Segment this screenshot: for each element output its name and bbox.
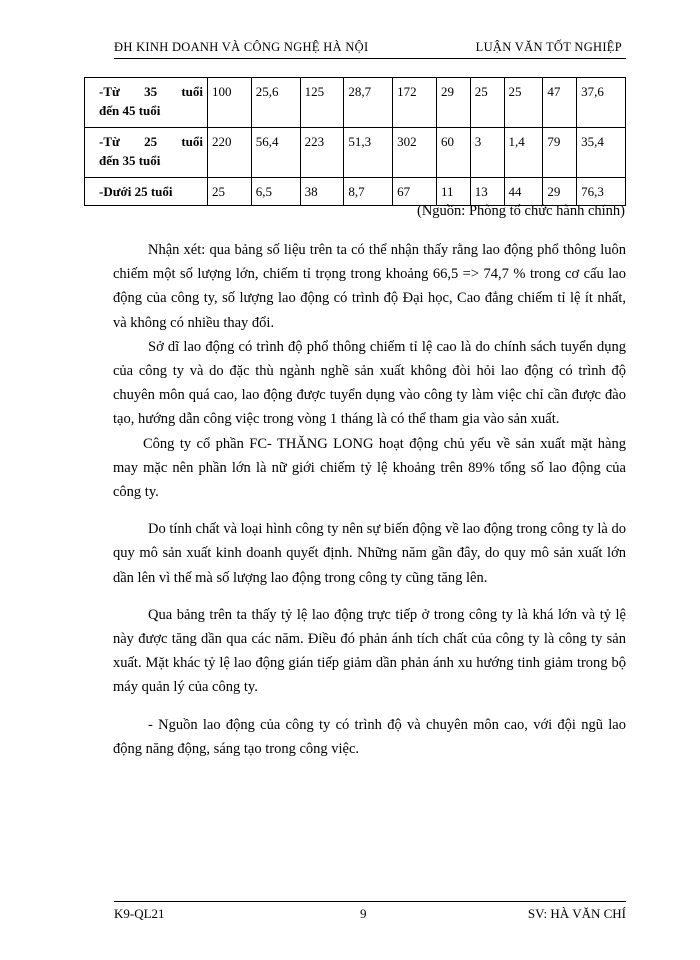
- table-cell: 25,6: [251, 78, 300, 128]
- footer-class-code: K9-QL21: [114, 906, 165, 921]
- page-number: 9: [360, 906, 367, 921]
- table-row: [85, 178, 626, 206]
- paragraph: Do tính chất và loại hình công ty nên sự biến động về lao động trong công ty là do quy mô sản xuất kinh doanh quyết định. Những năm gần đây, do quy mô sản xuất lớn dần lên vì thế mà số lượng lao động trong công ty cũng tăng lên.: [113, 521, 626, 586]
- table-cell: 28,7: [344, 78, 393, 128]
- table-cell: 11: [436, 178, 470, 206]
- table-cell: 38: [300, 178, 344, 206]
- table-cell: 37,6: [577, 78, 626, 128]
- table-row: [85, 78, 626, 128]
- table-cell: 6,5: [251, 178, 300, 206]
- table-cell: 172: [393, 78, 437, 128]
- table-cell: 35,4: [577, 128, 626, 178]
- table-cell: 3: [470, 128, 504, 178]
- paragraph: - Nguồn lao động của công ty có trình độ và chuyên môn cao, với đội ngũ lao động năng động, sáng tạo trong công việc.: [113, 716, 626, 757]
- table-cell: 79: [543, 128, 577, 178]
- paragraph: Sở dĩ lao động có trình độ phổ thông chiếm tỉ lệ cao là do chính sách tuyển dụng của công ty và do đặc thù ngành nghề sản xuất không đòi hỏi lao động có trình độ chuyên môn quá cao, lao động được tuyển dụng vào công ty làm việc chỉ cần được đào tạo, hướng dẫn công việc trong vòng 1 tháng là có thể tham gia vào sản xuất.: [113, 338, 626, 428]
- header-thesis-title: LUẬN VĂN TỐT NGHIỆP: [475, 40, 622, 54]
- table-cell: 76,3: [577, 178, 626, 206]
- table-cell: 125: [300, 78, 344, 128]
- table-cell: 44: [504, 178, 543, 206]
- table-cell: 67: [393, 178, 437, 206]
- table-cell: 29: [543, 178, 577, 206]
- table-cell: 60: [436, 128, 470, 178]
- table-cell: 100: [208, 78, 252, 128]
- table-cell: 223: [300, 128, 344, 178]
- page-header: [114, 40, 624, 60]
- body-text: [113, 238, 626, 761]
- header-university: ĐH KINH DOANH VÀ CÔNG NGHỆ HÀ NỘI: [114, 40, 369, 54]
- paragraph: Qua bảng trên ta thấy tỷ lệ lao động trực tiếp ở trong công ty là khá lớn và tỷ lệ này được tăng dần qua các năm. Điều đó phản ánh tích chất của công ty là công ty sản xuất. Mặt khác tỷ lệ lao động gián tiếp giảm dần phản ánh xu hướng tinh giảm trong bộ máy quản lý của công ty.: [113, 606, 626, 696]
- footer-student-name: SV: HÀ VĂN CHÍ: [527, 906, 626, 921]
- table-cell: 302: [393, 128, 437, 178]
- table-cell: 56,4: [251, 128, 300, 178]
- table-cell: 8,7: [344, 178, 393, 206]
- age-labor-table: [84, 77, 626, 206]
- table-cell: 51,3: [344, 128, 393, 178]
- table-row: [85, 128, 626, 178]
- table-source-note: (Nguồn: Phòng tổ chức hành chính): [416, 203, 625, 219]
- footer-divider: [114, 901, 626, 902]
- header-divider: [114, 58, 626, 59]
- table-cell: 25: [504, 78, 543, 128]
- paragraph: Nhận xét: qua bảng số liệu trên ta có thể nhận thấy rằng lao động phổ thông luôn chiếm một số lượng lớn, chiếm tỉ trọng trong khoảng 66,5 => 74,7 % trong cơ cấu lao động của công ty, số lượng lao động có trình độ Đại học, Cao đẳng chiếm tỉ lệ ít nhất, và không có nhiều thay đổi.: [113, 242, 626, 331]
- paragraph: Công ty cổ phần FC- THĂNG LONG hoạt động chủ yếu về sản xuất mặt hàng may mặc nên phần lớn là nữ giới chiếm tỷ lệ khoảng trên 89% tổng số lao động của công ty.: [113, 435, 626, 501]
- row-label: -Dưới 25 tuổi: [85, 178, 208, 206]
- table-cell: 13: [470, 178, 504, 206]
- table-cell: 220: [208, 128, 252, 178]
- table-cell: 47: [543, 78, 577, 128]
- row-label: -Từ 35 tuổi đến 45 tuổi: [85, 78, 208, 128]
- table-cell: 29: [436, 78, 470, 128]
- table-cell: 1,4: [504, 128, 543, 178]
- table-cell: 25: [470, 78, 504, 128]
- row-label: -Từ 25 tuổi đến 35 tuổi: [85, 128, 208, 178]
- table-cell: 25: [208, 178, 252, 206]
